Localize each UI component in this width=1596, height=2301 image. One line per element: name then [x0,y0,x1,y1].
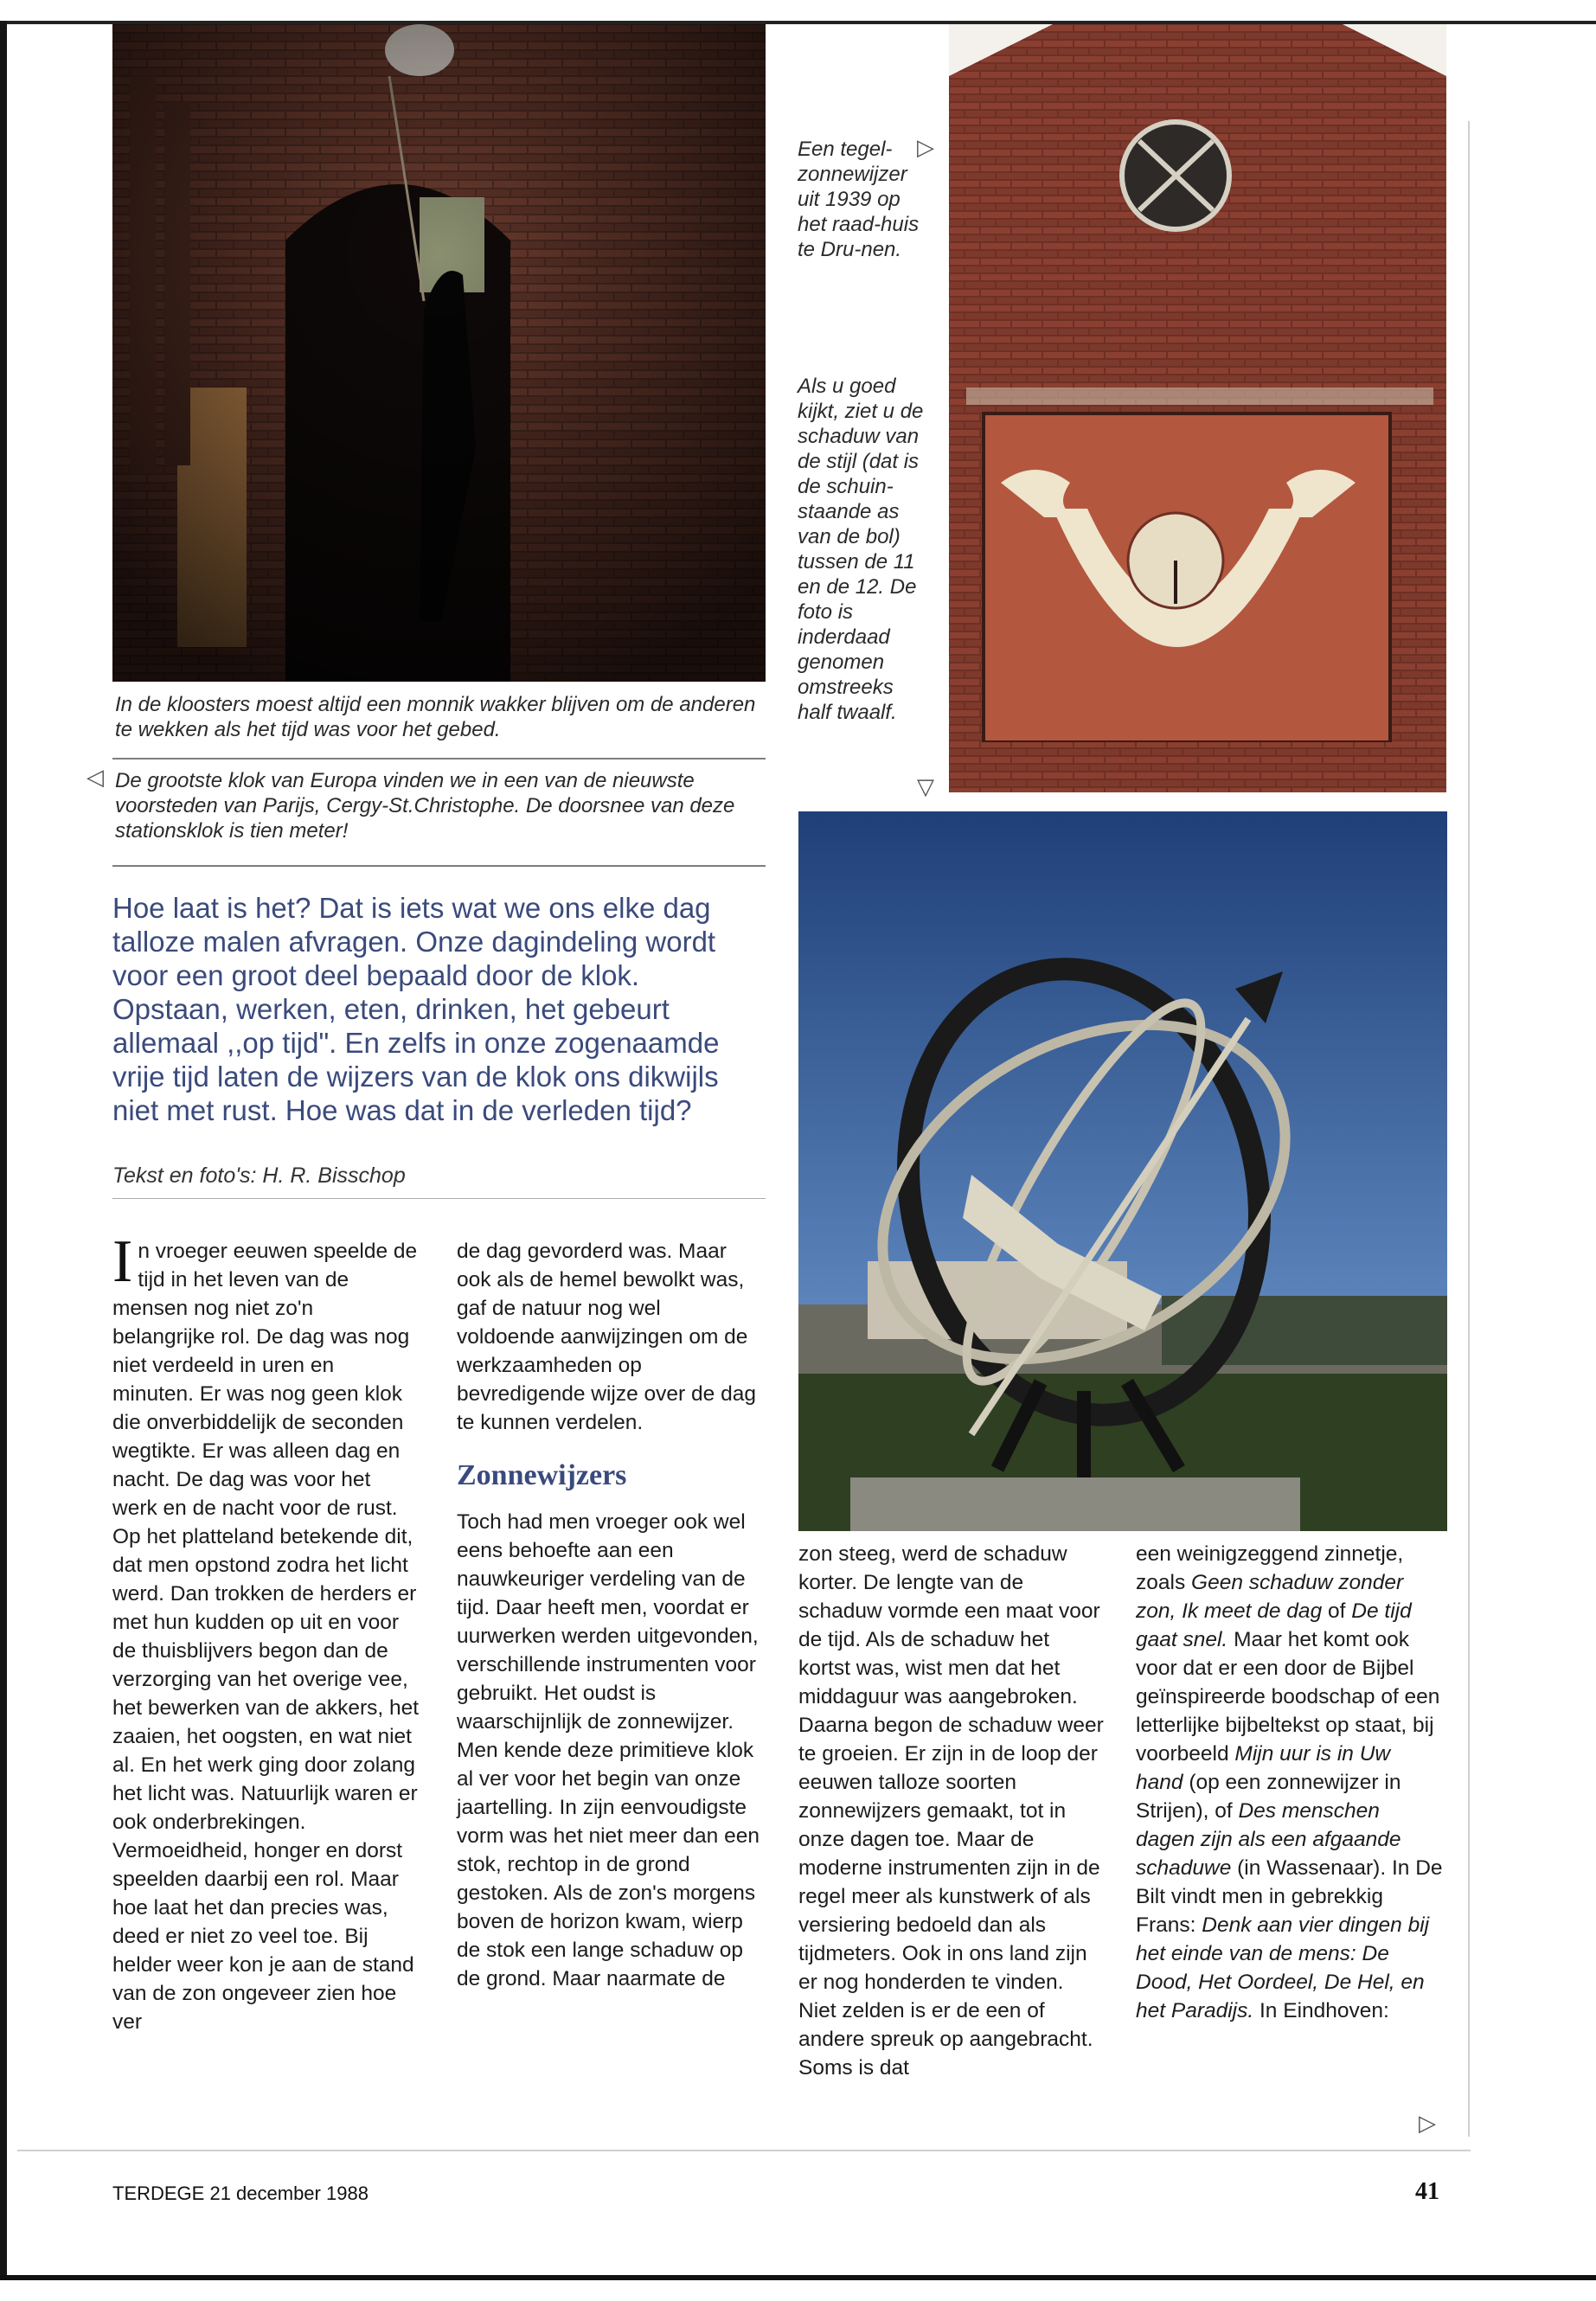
quote-des-menschen: Des menschen dagen zijn als een afgaande schaduwe [1136,1799,1401,1880]
article-column-1 [112,1228,420,2036]
byline-divider [112,1198,766,1199]
monastery-photo [112,24,766,682]
column-2-top-text: de dag gevorderd was. Maar ook als de hemel bewolkt was, gaf de natuur nog wel voldoende aanwijzingen om de werkzaamheden op bevredigende wijze over de dag te kunnen verdelen. [457,1240,756,1434]
quote-de-tijd: De tijd gaat snel. [1136,1599,1412,1651]
caption-divider [112,758,766,760]
page-frame-right [1468,121,1470,2137]
arrow-right-icon: ▷ [917,135,934,161]
byline: Tekst en foto's: H. R. Bisschop [112,1163,406,1188]
page-frame-left [0,21,7,2279]
footer-divider [17,2150,1471,2151]
publication-footer: TERDEGE 21 december 1988 [112,2182,369,2204]
column-4-text-a: een weinigzeggend zinnetje, zoals [1136,1542,1404,1594]
page-frame-bottom [0,2275,1596,2280]
armillary-sphere-photo [798,811,1447,1531]
arrow-left-icon: ◁ [87,765,104,791]
column-4-text-b: of [1328,1599,1346,1623]
tile-sundial-caption: Een tegel-zonnewijzer uit 1939 op het raad-huis te Dru-nen. [798,138,920,261]
biggest-clock-caption: De grootste klok van Europa vinden we in een van de nieuwste voorsteden van Parijs, Cergy-St.Christophe. De doorsnee van deze stationsklok is tien meter! [115,769,735,843]
article-column-4 [1136,1540,1443,2025]
column-3-text: zon steeg, werd de schaduw korter. De lengte van de schaduw vormde een maat voor de tijd. Als de schaduw het kortst was, wist men dat het middaguur was aangebroken. Daarna begon de schaduw weer te groeien. Er zijn in de loop der eeuwen talloze soorten zonnewijzers gemaakt, tot in onze dagen toe. Maar de moderne instrumenten zijn in de regel meer als kunstwerk of als versiering bedoeld dan als tijdmeters. Ook in ons land zijn er nog honderden te vinden. Niet zelden is er de een of andere spreuk op aangebracht. Soms is dat [798,1542,1104,2080]
article-column-3 [798,1540,1106,2082]
section-heading-zonnewijzers: Zonnewijzers [457,1459,627,1491]
monastery-caption: In de kloosters moest altijd een monnik wakker blijven om de anderen te wekken als het tijd was voor het gebed. [115,693,756,741]
dropcap: I [112,1228,133,1295]
column-4-text-d: (op een zonnewijzer in Strijen), of [1136,1771,1401,1823]
column-2-body-text: Toch had men vroeger ook wel eens behoefte aan een nauwkeuriger verdeling van de tijd. Daar heeft men, voordat er uurwerken werden uitgevonden, verschillende instrumenten voor gebruikt. Het oudst is waarschijnlijk de zonnewijzer. Men kende deze primitieve klok al ver voor het begin van onze jaartelling. In zijn eenvoudigste vorm was het niet meer dan een stok, rechtop in de grond gestoken. Als de zon's morgens boven de horizon kwam, wierp de stok een lange schaduw op de grond. Maar naarmate de [457,1510,760,1990]
arrow-down-icon: ▽ [917,774,934,800]
continue-arrow-icon: ▷ [1419,2111,1436,2137]
column-4-text-f: In Eindhoven: [1259,1999,1389,2022]
intro-top-divider [112,865,766,867]
page-number: 41 [1415,2178,1439,2205]
column-1-text: n vroeger eeuwen speelde de tijd in het leven van de mensen nog niet zo'n belangrijke rol. De dag was nog niet verdeeld in uren en minuten. Er was nog geen klok die onverbiddelijk de seconden wegtikte. Er was alleen dag en nacht. De dag was voor het werk en de nacht voor de rust. Op het platteland betekende dit, dat men opstond zodra het licht werd. Dan trokken de herders er met hun kudden op uit en voor de thuisblijvers begon dan de verzorging van het overige vee, het bewerken van de akkers, het zaaien, het oogsten, en wat niet al. En het werk ging door zolang het licht was. Natuurlijk waren er ook onderbrekingen. Vermoeidheid, honger en dorst speelden daarbij een rol. Maar hoe laat het dan precies was, deed er niet zo veel toe. Bij helder weer kon je aan de stand van de zon ongeveer zien hoe ver [112,1240,420,2034]
column-4-text-c: Maar het komt ook voor dat er een door de Bijbel geïnspireerde boodschap of een letterlijke bijbeltekst op staat, bij voorbeeld [1136,1628,1440,1766]
shadow-caption: Als u goed kijkt, ziet u de schaduw van de stijl (dat is de schuin-staande as van de bol) tussen de 11 en de 12. De foto is inderdaad genomen omstreeks half twaalf. [798,375,924,724]
intro-text: Hoe laat is het? Dat is iets wat we ons elke dag talloze malen afvragen. Onze dagindeling wordt voor een groot deel bepaald door de klok. Opstaan, werken, eten, drinken, het gebeurt allemaal ,,op tijd". En zelfs in onze zogenaamde vrije tijd laten de wijzers van de klok ons dikwijls niet met rust. Hoe was dat in de verleden tijd? [112,892,720,1126]
article-column-2 [457,1237,764,1993]
quote-de-bilt: Denk aan vier dingen bij het einde van de mens: De Dood, Het Oordeel, De Hel, en het Paradijs. [1136,1913,1430,2022]
quote-geen-schaduw: Geen schaduw zonder zon, Ik meet de dag [1136,1571,1404,1623]
tile-sundial-photo [949,24,1446,792]
quote-mijn-uur: Mijn uur is in Uw hand [1136,1742,1391,1794]
column-4-text-e: (in Wassenaar). In De Bilt vindt men in gebrekkig Frans: [1136,1856,1443,1937]
